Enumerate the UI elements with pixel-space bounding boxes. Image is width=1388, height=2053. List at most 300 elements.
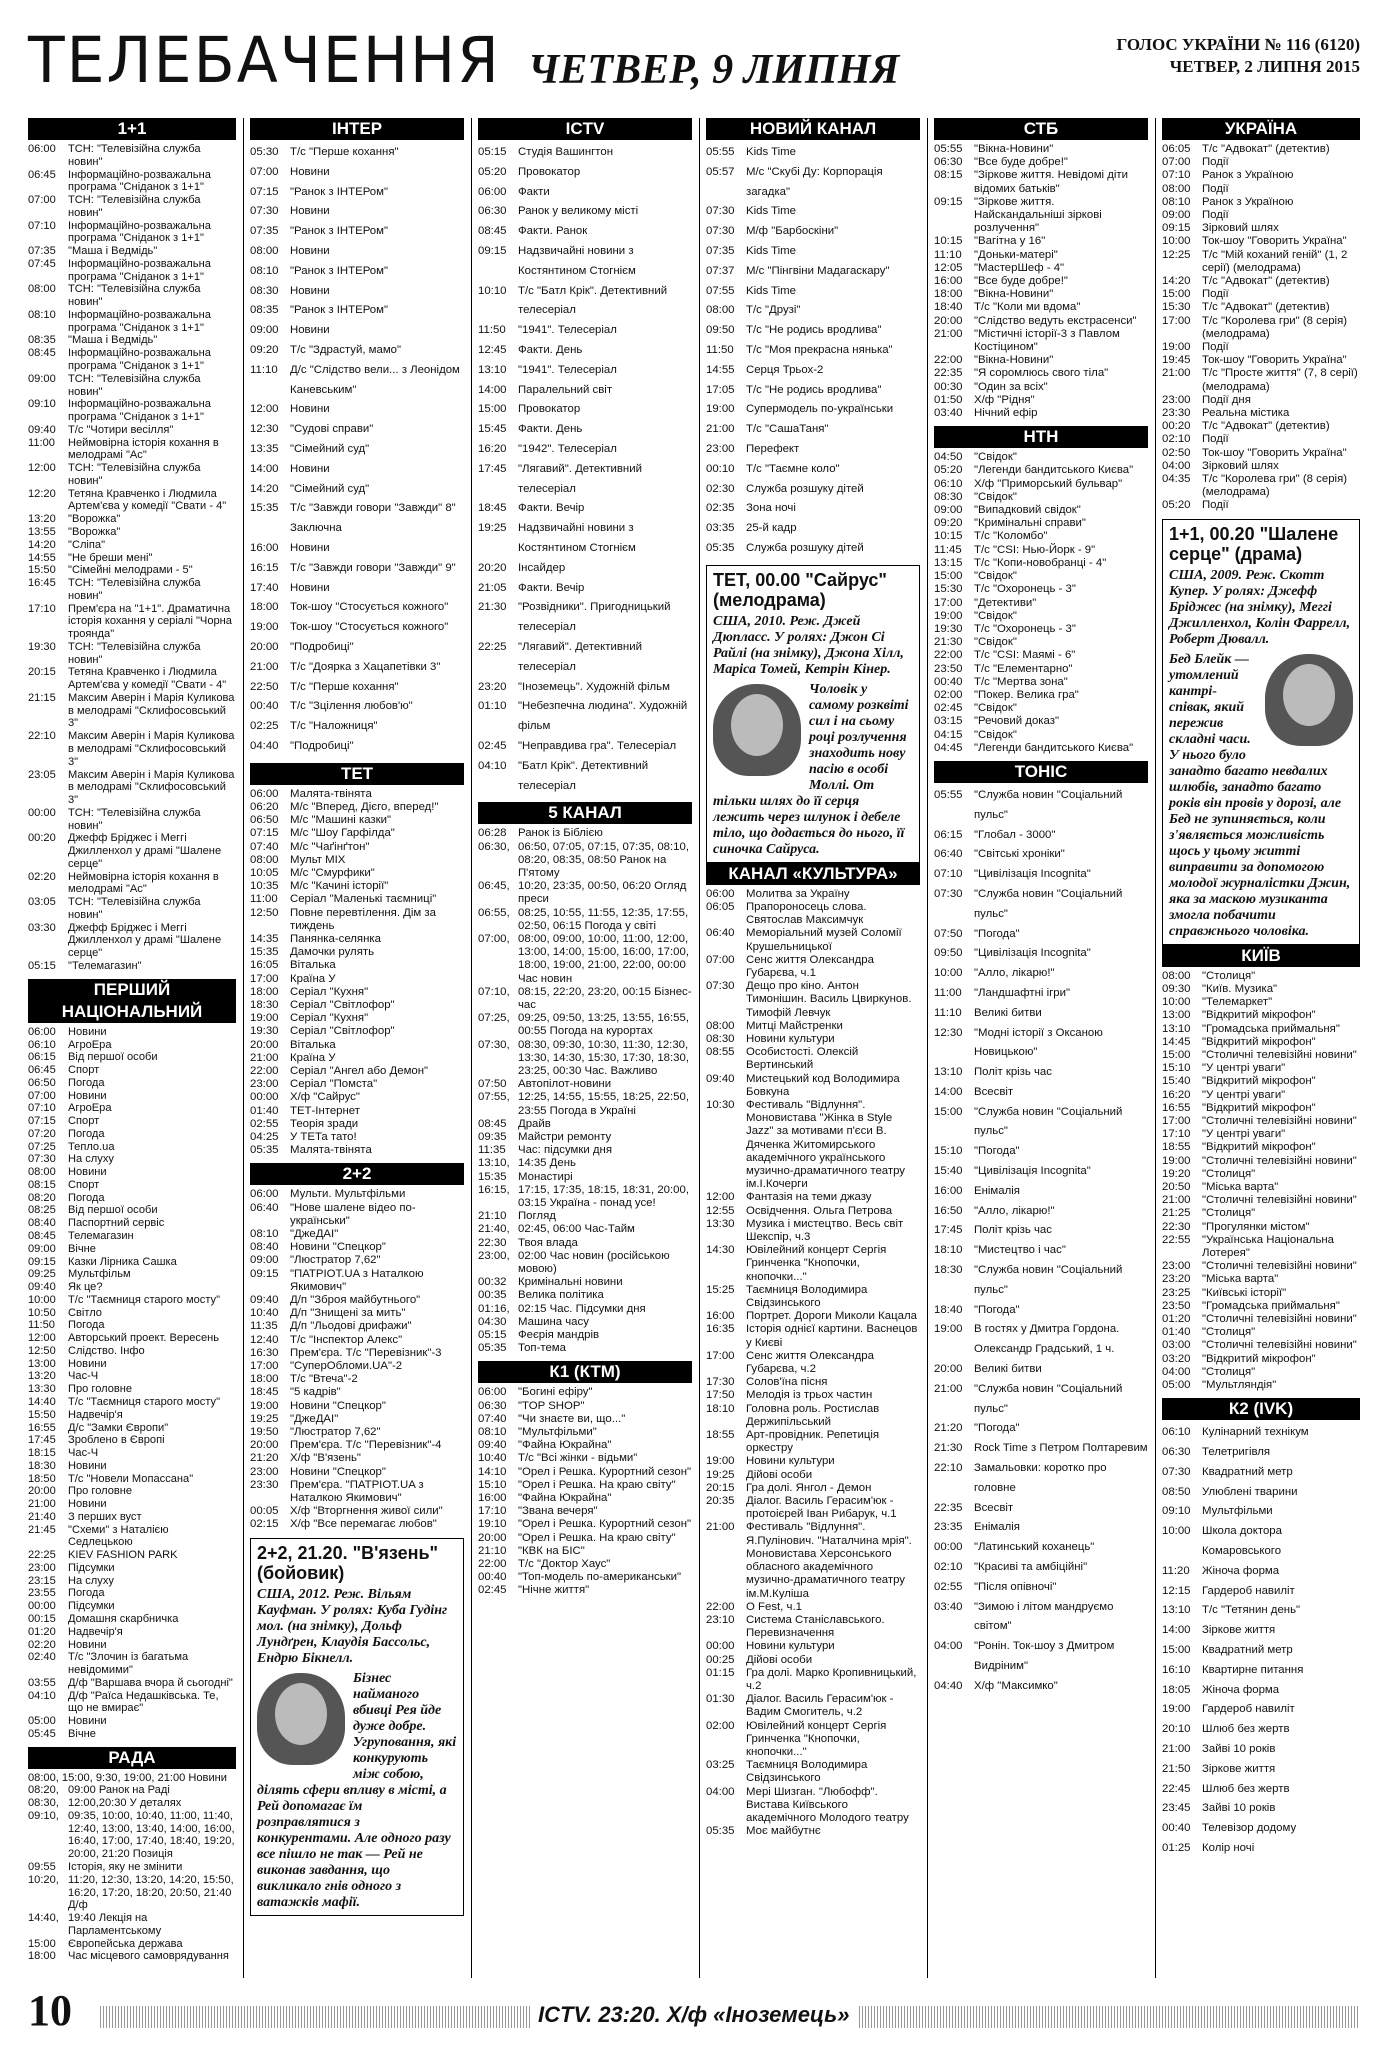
listing-program: "Столиця" <box>1202 1365 1256 1378</box>
listing-row <box>706 1640 920 1653</box>
listing-row <box>478 1250 692 1276</box>
listing-time: 09:10, <box>28 1809 59 1822</box>
listing-row <box>478 1276 692 1289</box>
listing-program: Новини <box>68 1025 107 1038</box>
listing-program: Жіноча форма <box>1202 1683 1280 1696</box>
listing-program: Погода <box>68 1076 105 1089</box>
listing-time: 05:20 <box>934 464 963 477</box>
listing-row <box>478 341 692 361</box>
listing-time: 17:00 <box>706 1349 735 1362</box>
listing-program: "TOP SHOP" <box>518 1399 585 1412</box>
listing-program: Провокатор <box>518 165 581 178</box>
listing-row <box>706 888 920 901</box>
listing-program: Зірковий шлях <box>1202 459 1279 472</box>
listing-time: 17:30 <box>706 1376 735 1389</box>
column-divider <box>699 118 700 1978</box>
listing-program: Всесвіт <box>974 1501 1014 1514</box>
listing-time: 11:50 <box>706 343 734 356</box>
listing-time: 10:20, <box>28 1873 59 1886</box>
listing-time: 16:15, <box>478 1183 510 1196</box>
listing-time: 19:00 <box>934 609 963 622</box>
listing-time: 23:30 <box>250 1478 279 1491</box>
listing-time: 13:15 <box>934 556 963 569</box>
listing-time: 21:00 <box>1162 1742 1191 1755</box>
listing-time: 03:30 <box>28 921 56 934</box>
listing-row <box>478 1329 692 1342</box>
listing-time: 16:00 <box>934 1184 963 1197</box>
listing-program: Як це? <box>68 1281 103 1294</box>
listing-time: 21:10 <box>478 1210 507 1223</box>
listing-time: 06:45, <box>478 880 510 893</box>
listing-time: 22:00 <box>706 1600 735 1613</box>
listing-row <box>250 321 464 341</box>
listing-program: Факти. Вечір <box>518 581 585 594</box>
channel-header: 5 КАНАЛ <box>478 802 692 824</box>
listing-time: 07:15 <box>250 185 279 198</box>
listing-program: "Свідок" <box>974 609 1017 622</box>
listing-row <box>28 1166 236 1179</box>
listing-program: Топ-тема <box>518 1342 566 1355</box>
listing-row <box>250 202 464 222</box>
channel-header: К2 (IVK) <box>1162 1398 1360 1420</box>
listing-row <box>478 499 692 519</box>
listing-time: 15:10 <box>478 1478 507 1491</box>
listing-time: 08:00 <box>706 304 735 317</box>
listing-time: 05:45 <box>28 1727 56 1740</box>
listing-row <box>934 530 1148 543</box>
listing-time: 16:15 <box>250 561 279 574</box>
listing-program: Головна роль. Ростислав Держипільський <box>746 1402 880 1428</box>
listing-program: Т/с "СашаТаня" <box>746 423 829 436</box>
listing-row <box>28 1562 236 1575</box>
listing-row <box>934 663 1148 676</box>
channel-header: ІНТЕР <box>250 118 464 140</box>
listing-program: Т/с "CSI: Маямі - 6" <box>974 649 1076 662</box>
listing-program: Ток-шоу "Говорить Україна" <box>1202 446 1347 459</box>
listing-program: "Цивілізація Incognita" <box>974 1165 1091 1178</box>
listing-program: 02:15 Час. Підсумки дня <box>518 1302 646 1315</box>
listing-row <box>28 1192 236 1205</box>
listing-time: 23:25 <box>1162 1286 1191 1299</box>
listing-row <box>934 451 1148 464</box>
listing-program: Освідчення. Ольга Петрова <box>746 1204 893 1217</box>
listing-row <box>1162 156 1360 169</box>
listing-time: 08:30, <box>28 1797 59 1810</box>
listing-row <box>706 222 920 242</box>
listing-row <box>28 1728 236 1741</box>
listing-row <box>934 394 1148 407</box>
listing-program: Портрет. Дороги Миколи Кацала <box>746 1310 917 1323</box>
listing-time: 19:30 <box>250 1025 279 1038</box>
listing-row <box>28 1332 236 1345</box>
listing-program: Новини <box>290 284 330 297</box>
listing-program: Новини <box>290 403 330 416</box>
listing-row <box>1162 996 1360 1009</box>
listing-time: 17:45 <box>478 462 507 475</box>
listing-program: "Все буде добре!" <box>974 275 1068 288</box>
listing-program: "Сімейні мелодрами - 5" <box>68 564 193 577</box>
listing-program: Арт-провідник. Репетиція оркестру <box>746 1429 880 1455</box>
listing-row <box>250 341 464 361</box>
listing-time: 08:00 <box>1162 182 1191 195</box>
listing-time: 18:15 <box>28 1447 56 1460</box>
listing-time: 11:35 <box>478 1144 506 1157</box>
listing-row <box>478 1303 692 1316</box>
listing-row <box>250 973 464 986</box>
listing-row <box>28 922 236 960</box>
listing-row <box>250 400 464 420</box>
channel-section <box>28 979 236 1741</box>
listing-row <box>28 577 236 603</box>
listing-time: 23:50 <box>1162 1299 1191 1312</box>
listing-program: "Служба новин "Соціальний пульс" <box>974 1382 1123 1415</box>
listing-time: 07:30 <box>1162 1465 1191 1478</box>
listing-time: 11:20 <box>1162 1564 1190 1577</box>
listing-program: Д/с "Замки Європи" <box>68 1421 169 1434</box>
listing-program: Д/п "Зброя майбутнього" <box>290 1294 421 1307</box>
listing-program: Європейська держава <box>68 1937 183 1950</box>
listing-program: ТСН: "Телевізійна служба новин" <box>68 896 201 921</box>
listing-program: Погода <box>68 1319 105 1332</box>
listing-row <box>28 334 236 347</box>
listing-program: Х/ф "Сайрус" <box>290 1091 360 1104</box>
listing-program: Т/с "Всі жінки - відьми" <box>518 1452 638 1465</box>
listing-row <box>1162 1780 1360 1800</box>
listing-row <box>934 925 1148 945</box>
listing-time: 08:30 <box>250 284 279 297</box>
listing-time: 05:30 <box>250 146 279 158</box>
listing-time: 19:50 <box>250 1426 279 1439</box>
listing-time: 14:10 <box>478 1465 507 1478</box>
listing-time: 07:55, <box>478 1091 510 1104</box>
listing-row <box>28 1677 236 1690</box>
listing-time: 08:00 <box>28 283 56 296</box>
listing-row <box>706 901 920 927</box>
listing-time: 21:05 <box>478 581 507 594</box>
listing-program: Т/с "Таємниця старого мосту" <box>68 1293 221 1306</box>
listing-program: Енімалія <box>974 1521 1020 1534</box>
listing-row <box>250 559 464 579</box>
listing-time: 03:40 <box>934 407 963 420</box>
listing-time: 22:30 <box>478 1236 507 1249</box>
listing-time: 01:30 <box>706 1693 735 1706</box>
listing-program: Події <box>1202 156 1229 169</box>
listing-row <box>934 1459 1148 1499</box>
listing-row <box>250 262 464 282</box>
listing-program: Замальовки: коротко про головне <box>974 1462 1107 1494</box>
listing-time: 07:15 <box>28 1115 56 1128</box>
listing-program: Максим Аверін і Марія Куликова в мелодрамі "Склифосовський 3" <box>68 691 235 730</box>
listing-program: "Мультфільми" <box>518 1426 597 1439</box>
listing-time: 08:45 <box>28 1230 56 1243</box>
listing-row <box>28 1626 236 1639</box>
listing-program: Неймовірна історія кохання в мелодрамі "Ас" <box>68 436 219 462</box>
listing-time: 07:35 <box>250 225 279 238</box>
channel-header: УКРАЇНА <box>1162 118 1360 140</box>
listing-program: "Служба новин "Соціальний пульс" <box>974 887 1123 920</box>
listing-program: Історія, яку не змінити <box>68 1861 183 1873</box>
listing-time: 05:15 <box>478 1329 507 1342</box>
listing-program: "Файна Юкрайна" <box>518 1439 612 1452</box>
listing-program: Х/ф "Приморський бульвар" <box>974 477 1123 490</box>
masthead <box>28 22 1360 102</box>
listing-program: Новини <box>68 1166 107 1179</box>
listing-row <box>28 1524 236 1550</box>
listing-time: 07:45 <box>28 257 56 270</box>
listing-program: "Нічне життя" <box>518 1584 590 1597</box>
listing-time: 18:55 <box>1162 1141 1191 1154</box>
listing-row <box>250 143 464 163</box>
listing-program: ТСН: "Телевізійна служба новин" <box>68 577 201 602</box>
listing-time: 09:00 <box>1162 209 1191 222</box>
listing-time: 19:10 <box>478 1518 507 1531</box>
listing-row <box>934 275 1148 288</box>
listing-row <box>934 1202 1148 1222</box>
listing-program: "Красиві та амбіційні" <box>974 1561 1088 1574</box>
listing-time: 23:55 <box>28 1587 56 1600</box>
listing-program: Прапороносець слова. Святослав Максимчук <box>746 900 867 927</box>
listing-row <box>28 1498 236 1511</box>
channel-header: ТОНІС <box>934 761 1148 783</box>
column-3 <box>478 118 692 1604</box>
listing-program: KIEV FASHION PARK <box>68 1549 178 1562</box>
listing-time: 14:00 <box>1162 1624 1191 1637</box>
listing-program: Kids Time <box>746 244 797 257</box>
listing-program: Т/с "Друзі" <box>746 304 801 317</box>
listing-time: 18:00 <box>250 985 279 998</box>
channel-header: НОВИЙ КАНАЛ <box>706 118 920 140</box>
listing-program: "ДжеДАІ" <box>290 1412 339 1425</box>
listing-program: Т/с "Чотири весілля" <box>68 423 174 436</box>
listing-time: 04:50 <box>934 451 963 464</box>
listing-program: "Сімейний суд" <box>290 442 370 455</box>
listing-time: 10:00 <box>28 1293 56 1306</box>
listing-time: 19:00 <box>250 1012 279 1025</box>
listing-time: 06:05 <box>706 900 735 913</box>
listing-row <box>934 964 1148 984</box>
listing-row <box>250 598 464 618</box>
listing-row <box>1162 1353 1360 1366</box>
listing-time: 01:20 <box>1162 1312 1191 1325</box>
listing-time: 21:45 <box>28 1523 56 1536</box>
listing-time: 17:10 <box>28 602 56 615</box>
listing-time: 09:00 <box>28 372 56 385</box>
listing-time: 16:55 <box>1162 1101 1191 1114</box>
listing-row <box>1162 1089 1360 1102</box>
listing-program: Т/с "Зцілення любов'ю" <box>290 700 413 713</box>
listing-time: 10:00 <box>1162 1525 1191 1538</box>
listing-program: 17:15, 17:35, 18:15, 18:31, 20:00, 03:15 Україна - понад усе! <box>518 1183 690 1209</box>
listing-row <box>478 1466 692 1479</box>
listing-time: 06:50 <box>250 814 279 827</box>
listing-program: Малята-твінятa <box>290 1144 372 1157</box>
listing-time: 21:00 <box>706 423 735 436</box>
listing-row <box>28 730 236 768</box>
listing-program: "Свідок" <box>974 636 1017 649</box>
listing-program: Т/с "Не родись вродлива" <box>746 383 882 396</box>
listing-row <box>28 1549 236 1562</box>
listing-time: 13:30 <box>28 1383 56 1396</box>
listing-row <box>28 373 236 399</box>
channel-section <box>250 118 464 757</box>
listing-time: 02:00 <box>706 1719 735 1732</box>
listing-row <box>706 400 920 420</box>
listing-row <box>478 1039 692 1079</box>
listing-row <box>28 1690 236 1716</box>
listing-program: 08:30, 09:30, 10:30, 11:30, 12:30, 13:30, 14:30, 15:30, 17:30, 18:30, 23:25, 00:30 Час. Важливо <box>518 1038 690 1077</box>
listing-row <box>28 309 236 335</box>
listing-program: Країна У <box>290 972 336 985</box>
listing-program: Неймовірна історія кохання в мелодрамі "Ас" <box>68 870 219 896</box>
listing-program: Серіал "Ангел або Демон" <box>290 1064 429 1077</box>
listing-program: "Свідок" <box>974 728 1017 741</box>
listing-row <box>706 1495 920 1521</box>
listing-program: Мульт MIX <box>290 853 346 866</box>
listing-time: 12:30 <box>250 423 279 436</box>
listing-program: "Орел і Решка. Курортний сезон" <box>518 1465 692 1478</box>
listing-program: Т/с "CSI: Нью-Йорк - 9" <box>974 543 1096 556</box>
listing-time: 06:00 <box>28 1025 56 1038</box>
listing-program: "Служба новин "Соціальний пульс" <box>974 1105 1123 1138</box>
listing-row <box>28 1268 236 1281</box>
listing-time: 07:50 <box>478 1078 507 1091</box>
listing-row <box>250 361 464 401</box>
listing-program: Серіал "Маленькі таємниці" <box>290 893 437 906</box>
listing-row <box>1162 275 1360 288</box>
listing-program: Т/с "Тетянин день" <box>1202 1604 1301 1617</box>
listing-time: 04:45 <box>934 741 963 754</box>
listing-time: 02:40 <box>28 1651 56 1664</box>
listing-program: Повне перевтілення. Дім за тиждень <box>290 906 436 932</box>
listing-time: 08:45 <box>478 225 507 238</box>
listing-program: Х/ф "Вторгнення живої сили" <box>290 1505 443 1518</box>
listing-row <box>28 194 236 220</box>
listing-row <box>934 557 1148 570</box>
listing-row <box>28 1409 236 1422</box>
listing-time: 04:00 <box>1162 459 1191 472</box>
listing-row <box>28 1281 236 1294</box>
listing-row <box>28 807 236 833</box>
listing-program: 10:20, 23:35, 00:50, 06:20 Огляд преси <box>518 880 687 906</box>
promo-credits: США, 2012. Реж. Вільям Кауфман. У ролях: Куба Гудінг мол. (на знімку), Дольф Лундґрен, Клаудія Бассольс, Ендрю Бікнелл. <box>257 1586 448 1666</box>
listing-program: Факти <box>518 185 550 198</box>
listing-program: Таємниця Володимира Свідзинського <box>746 1283 868 1310</box>
listing-row <box>28 832 236 870</box>
listing-time: 00:20 <box>28 832 56 845</box>
listing-row <box>28 896 236 922</box>
listing-day: ЧЕТВЕР, 9 ЛИПНЯ <box>528 47 900 93</box>
listing-row <box>28 1396 236 1409</box>
listing-row <box>706 1521 920 1600</box>
listing-time: 22:25 <box>478 640 507 653</box>
listing-program: Час-Ч <box>68 1447 99 1460</box>
listing-row <box>706 282 920 302</box>
listing-program: "Столичні телевізійні новини" <box>1202 1260 1357 1273</box>
listing-time: 10:10 <box>478 284 507 297</box>
listing-time: 07:20 <box>28 1127 56 1140</box>
listing-program: Малята-твінятa <box>290 787 372 800</box>
listing-row <box>1162 1423 1360 1443</box>
listing-program: Новини <box>290 205 330 218</box>
channel-section <box>478 802 692 1355</box>
listing-row <box>28 1115 236 1128</box>
listing-program: М/с "Машині казки" <box>290 814 392 827</box>
promo-text: Бізнес найманого вбивці Рея йде дуже добре. Угруповання, які конкурують між собою, ділять сфери впливу в місті, а Рей допомагає їм розправлятися з конкурентами. Але одного разу все пішло не так — Рей не виконав завдання, що викликало гнів одного з ватажків мафії. <box>257 1670 457 1910</box>
listing-row <box>934 464 1148 477</box>
listing-time: 10:50 <box>28 1306 56 1319</box>
listing-program: Події <box>1202 499 1229 512</box>
listing-row <box>28 1294 236 1307</box>
listing-program: "1941". Телесеріал <box>518 363 617 376</box>
listing-time: 02:10 <box>1162 433 1191 446</box>
channel-section <box>934 426 1148 755</box>
listing-time: 10:40 <box>250 1307 279 1320</box>
listing-time: 19:00 <box>250 1399 279 1412</box>
listing-program: "Ландшафтні ігри" <box>974 986 1071 999</box>
listing-time: 04:10 <box>478 759 507 772</box>
listing-program: Д/ф "Раїса Недашківська. Те, що не вмирає" <box>68 1689 219 1715</box>
listing-row <box>250 1518 464 1531</box>
listing-row <box>1162 1582 1360 1602</box>
listing-row <box>934 301 1148 314</box>
listing-row <box>28 1345 236 1358</box>
listing-program: Мульти. Мультфільми <box>290 1188 406 1201</box>
listing-row <box>1162 1463 1360 1483</box>
channel-header: 2+2 <box>250 1163 464 1185</box>
listing-program: Теорія зради <box>290 1117 359 1130</box>
listing-time: 00:00 <box>250 1091 279 1104</box>
listing-row <box>478 1571 692 1584</box>
listing-program: 08:00, 09:00, 10:00, 11:00, 12:00, 13:00, 14:00, 15:00, 16:00, 17:00, 18:00, 19:00, 21:00, 22:00, 00:00 Час новин <box>518 932 690 985</box>
listing-time: 15:00 <box>478 403 507 416</box>
film-promo <box>706 565 920 863</box>
listing-program: "Все буде добре!" <box>974 156 1068 169</box>
listing-time: 06:10 <box>934 477 963 490</box>
listing-time: 16:05 <box>250 959 279 972</box>
listing-time: 04:00 <box>1162 1365 1191 1378</box>
listing-time: 11:10 <box>934 248 962 261</box>
listing-time: 23:05 <box>28 768 56 781</box>
listing-row <box>934 715 1148 728</box>
listing-program: Події <box>1202 341 1229 354</box>
listing-row <box>934 143 1148 156</box>
listing-row <box>478 1012 692 1038</box>
listing-row <box>1162 1009 1360 1022</box>
listing-program: "Служба новин "Соціальний пульс" <box>974 1264 1123 1296</box>
listing-time: 05:15 <box>478 146 507 158</box>
listing-program: "Столичні телевізійні новини" <box>1202 1048 1357 1061</box>
listing-time: 01:40 <box>1162 1326 1191 1339</box>
listing-program: "Відкритий мікрофон" <box>1202 1075 1316 1088</box>
listing-row <box>28 1422 236 1435</box>
listing-time: 08:55 <box>706 1046 735 1059</box>
listing-time: 06:30 <box>478 1399 507 1412</box>
listing-program: Ток-шоу "Стосується кожного" <box>290 601 449 614</box>
listing-row <box>1162 1128 1360 1141</box>
listing-time: 10:15 <box>934 530 963 543</box>
listing-row <box>934 262 1148 275</box>
listing-time: 18:00 <box>28 1950 56 1963</box>
listing-row <box>1162 1181 1360 1194</box>
channel-header: ICTV <box>478 118 692 140</box>
listing-time: 12:45 <box>478 343 507 356</box>
listing-time: 18:30 <box>28 1459 56 1472</box>
listing-program: Драйв <box>518 1117 551 1130</box>
listing-program: Прем'єра. Т/с "Перевізник"-4 <box>290 1439 442 1452</box>
listing-program: "Містичні історії-3 з Павлом Костіцином" <box>974 327 1120 354</box>
listing-time: 06:45 <box>28 1064 56 1077</box>
listing-row <box>934 676 1148 689</box>
